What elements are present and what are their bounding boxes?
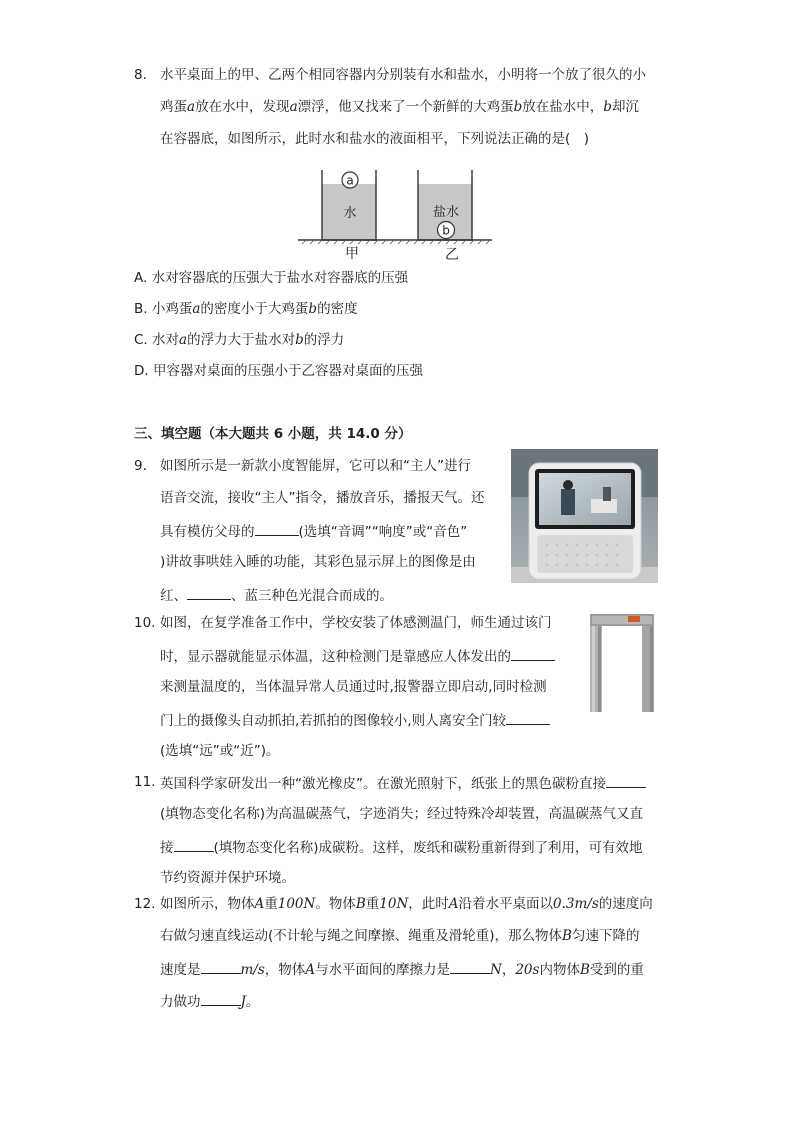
question-number: 9. [134, 458, 147, 474]
question-text-line: 力做功 J。 [160, 991, 259, 1011]
question-text-line: 门上的摄像头自动抓拍,若抓拍的图像较小,则人离安全门较 [160, 710, 550, 730]
question-text-line: 英国科学家研发出一种“激光橡皮”。在激光照射下，纸张上的黑色碳粉直接 [160, 773, 646, 793]
smart-display-photo [511, 449, 658, 583]
gate-display [628, 616, 640, 622]
option-c: C. 水对a的浮力大于盐水对b的浮力 [134, 332, 345, 348]
question-number: 10. [134, 615, 156, 631]
question-text-line: 具有模仿父母的 (选填“音调”“响度”或“音色” [160, 521, 467, 541]
label-yi: 乙 [445, 247, 459, 263]
answer-blank[interactable] [174, 837, 214, 852]
containers-figure [294, 160, 496, 264]
option-a: A. 水对容器底的压强大于盐水对容器底的压强 [134, 270, 409, 286]
question-text-line: 在容器底，如图所示，此时水和盐水的液面相平，下列说法正确的是( ) [160, 131, 590, 147]
question-text-line: 语音交流，接收“主人”指令，播放音乐，播报天气。还 [160, 490, 485, 506]
water-label: 水 [343, 206, 357, 221]
answer-blank[interactable] [255, 521, 299, 536]
answer-blank[interactable] [187, 585, 231, 600]
egg-b-label: b [442, 223, 450, 238]
temperature-gate-photo [584, 610, 658, 714]
question-number: 12. [134, 896, 156, 912]
question-text-line: 如图所示是一新款小度智能屏，它可以和“主人”进行 [160, 458, 471, 474]
question-text-line: 接 (填物态变化名称)成碳粉。这样，废纸和碳粉重新得到了利用，可有效地 [160, 837, 643, 857]
answer-blank[interactable] [606, 773, 646, 788]
saltwater-label: 盐水 [432, 205, 460, 220]
question-text-line: 水平桌面上的甲、乙两个相同容器内分别装有水和盐水，小明将一个放了很久的小 [160, 67, 646, 83]
answer-blank[interactable] [506, 710, 550, 725]
label-jia: 甲 [345, 246, 359, 262]
question-text-line: 红、 、蓝三种色光混合而成的。 [160, 585, 393, 605]
question-text-line: (选填“远”或“近”)。 [160, 743, 280, 759]
question-text-line: 时，显示器就能显示体温，这种检测门是靠感应人体发出的 [160, 646, 555, 666]
question-text-line: 来测量温度的，当体温异常人员通过时,报警器立即启动,同时检测 [160, 679, 547, 695]
question-text-line: 鸡蛋a放在水中，发现a漂浮，他又找来了一个新鲜的大鸡蛋b放在盐水中，b却沉 [160, 99, 639, 115]
question-text-line: (填物态变化名称)为高温碳蒸气，字迹消失；经过特殊冷却装置，高温碳蒸气又直 [160, 806, 644, 822]
question-number: 8. [134, 67, 147, 83]
section-title: 三、填空题（本大题共 6 小题，共 14.0 分） [134, 426, 412, 442]
question-text-line: 如图所示，物体A重100N。物体B重10N，此时A沿着水平桌面以0.3m/s的速度向 [160, 896, 653, 912]
speaker-grille [537, 535, 633, 573]
question-text-line: 如图，在复学准备工作中，学校安装了体感测温门，师生通过该门 [160, 615, 552, 631]
option-b: B. 小鸡蛋a的密度小于大鸡蛋b的密度 [134, 301, 358, 317]
question-text-line: 速度是 m/s，物体A与水平面间的摩擦力是 N，20s内物体B受到的重 [160, 959, 644, 979]
question-text-line: )讲故事哄娃入睡的功能，其彩色显示屏上的图像是由 [160, 554, 476, 570]
device-screen [539, 473, 631, 525]
question-text-line: 节约资源并保护环境。 [160, 870, 295, 886]
egg-a-label: a [346, 173, 354, 188]
answer-blank[interactable] [201, 959, 241, 974]
question-number: 11. [134, 774, 156, 790]
option-d: D. 甲容器对桌面的压强小于乙容器对桌面的压强 [134, 363, 423, 379]
answer-blank[interactable] [511, 646, 555, 661]
question-text-line: 右做匀速直线运动(不计轮与绳之间摩擦、绳重及滑轮重)，那么物体B匀速下降的 [160, 928, 640, 944]
answer-blank[interactable] [450, 959, 490, 974]
answer-blank[interactable] [201, 991, 241, 1006]
